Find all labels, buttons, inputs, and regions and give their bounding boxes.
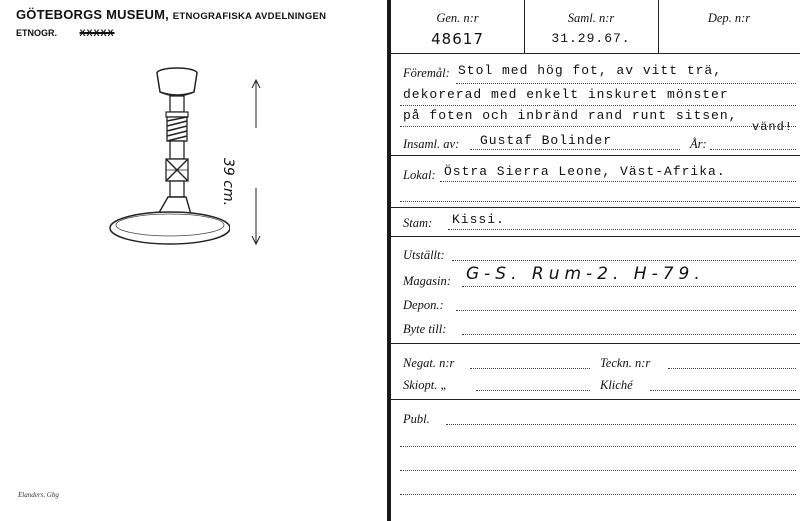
dotted-line xyxy=(400,494,796,495)
dotted-line xyxy=(440,181,796,182)
dotted-line xyxy=(650,390,796,391)
saml-nr-label: Saml. n:r xyxy=(567,11,615,25)
rule-lokal xyxy=(391,207,800,208)
foremal-line1: Stol med hög fot, av vitt trä, xyxy=(458,63,723,78)
museum-title: GÖTEBORGS MUSEUM, xyxy=(16,7,169,22)
saml-nr-cell xyxy=(524,0,659,53)
dotted-line xyxy=(400,201,796,202)
publ-label: Publ. xyxy=(403,412,430,426)
header-rule xyxy=(391,53,800,54)
department-code xyxy=(16,28,115,38)
dotted-line xyxy=(462,286,796,287)
rule-stam xyxy=(391,236,800,237)
utstallt-label: Utställt: xyxy=(403,248,445,262)
dotted-line xyxy=(470,149,680,150)
dotted-line xyxy=(470,368,590,369)
lokal-label: Lokal: xyxy=(403,168,436,182)
magasin-label: Magasin: xyxy=(403,274,451,288)
dep-nr-label: Dep. n:r xyxy=(707,11,751,25)
teckn-label: Teckn. n:r xyxy=(600,356,651,370)
magasin-value: G-S. Rum-2. H-79. xyxy=(466,264,705,284)
saml-nr-value: 31.29.67. xyxy=(551,31,631,46)
measurement-label: 39 cm. xyxy=(220,158,236,207)
museum-name xyxy=(16,7,326,22)
stam-label: Stam: xyxy=(403,216,433,230)
lokal-value: Östra Sierra Leone, Väst-Afrika. xyxy=(444,164,726,179)
foremal-line2: dekorerad med enkelt inskuret mönster xyxy=(403,87,729,102)
kliche-label: Kliché xyxy=(600,378,633,392)
rule-insaml xyxy=(391,155,800,156)
stam-value: Kissi. xyxy=(452,212,505,227)
negat-label: Negat. n:r xyxy=(403,356,455,370)
insaml-label: Insaml. av: xyxy=(403,137,460,151)
dotted-line xyxy=(476,390,590,391)
etnogr-label: ETNOGR. xyxy=(16,28,58,38)
rule-kliche xyxy=(391,399,800,400)
dotted-line xyxy=(400,105,796,106)
dotted-line xyxy=(446,424,796,425)
dotted-line xyxy=(400,446,796,447)
dep-nr-cell xyxy=(658,0,800,53)
dotted-line xyxy=(456,310,796,311)
dotted-line xyxy=(452,260,796,261)
foremal-line3: på foten och inbränd rand runt sitsen, xyxy=(403,108,738,123)
gen-nr-label: Gen. n:r xyxy=(436,11,479,25)
gen-nr-cell xyxy=(391,0,525,53)
dotted-line xyxy=(400,126,796,127)
insaml-value: Gustaf Bolinder xyxy=(480,133,613,148)
byte-label: Byte till: xyxy=(403,322,447,336)
stool-drawing xyxy=(100,60,230,255)
department-name: ETNOGRAFISKA AVDELNINGEN xyxy=(172,11,327,22)
foremal-note: vänd! xyxy=(752,120,794,134)
struck-text: XXXXX xyxy=(79,28,115,38)
rule-byte xyxy=(391,343,800,344)
dotted-line xyxy=(710,149,796,150)
gen-nr-value: 48617 xyxy=(431,30,484,48)
dotted-line xyxy=(400,470,796,471)
skiopt-label: Skiopt. „ xyxy=(403,378,448,392)
ar-label: År: xyxy=(690,137,707,151)
dotted-line xyxy=(456,83,796,84)
dotted-line xyxy=(668,368,796,369)
card-divider xyxy=(387,0,391,521)
dotted-line xyxy=(448,229,796,230)
depon-label: Depon.: xyxy=(403,298,444,312)
printer-mark: Elanders, Gbg xyxy=(18,491,59,499)
dotted-line xyxy=(462,334,796,335)
foremal-label: Föremål: xyxy=(403,66,450,80)
measurement-arrow xyxy=(240,78,270,248)
